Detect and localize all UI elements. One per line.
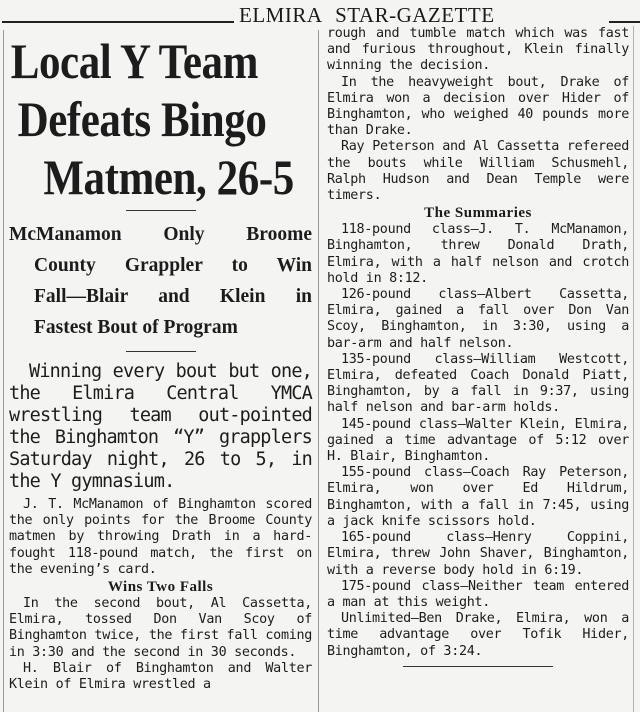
article-headline [9, 32, 312, 206]
summary-item: 175-pound class—Neither team entered a man at this weight. [327, 578, 629, 610]
body-paragraph: J. T. McManamon of Binghamton scored the only points for the Broome County matmen by throwing Drath in a hard-fought 118-pound match, the first on the evening’s card. [9, 497, 312, 577]
summary-item: 135-pound class—William Westcott, Elmira, defeated Coach Donald Piatt, Binghamton, by a fall in 9:37, using half nelson and bar-arm holds. [327, 351, 629, 416]
summary-item: Unlimited—Ben Drake, Elmira, won a time advantage over Tofik Hider, Binghamton, of 3:24. [327, 611, 629, 659]
article-column-left [9, 26, 312, 693]
article-subhead [9, 219, 312, 343]
subhead-rule [126, 351, 196, 352]
masthead [0, 0, 640, 26]
summary-item: 126-pound class—Albert Cassetta, Elmira, gained a fall over Don Van Scoy, Binghamton, in 3:30, using a bar-arm and half nelson. [327, 287, 629, 351]
body-paragraph: H. Blair of Binghamton and Walter Klein of Elmira wrestled a [9, 660, 312, 693]
subhead-line-2: County Grappler to Win [34, 255, 312, 276]
headline-line-3: Matmen, 26-5 [43, 149, 294, 205]
column-rule-right [633, 26, 634, 712]
lead-paragraph: Winning every bout but one, the Elmira Central YMCA wrestling team out-pointed the Binghamton “Y” grapplers Saturday night, 26 to 5, in the Y gymnasium. [9, 361, 312, 492]
continued-paragraph: rough and tumble match which was fast and furious throughout, Klein finally winning the decision. [327, 26, 629, 74]
headline-rule [126, 210, 196, 211]
section-heading-summaries: The Summaries [424, 205, 532, 222]
subhead-line-4: Fastest Bout of Program [34, 317, 238, 338]
subhead-line-3: Fall—Blair and Klein in [34, 286, 312, 307]
article-column-right [327, 26, 629, 667]
column-rule-left [3, 30, 4, 712]
summary-item: 118-pound class—J. T. McManamon, Binghamton, threw Donald Drath, Elmira, with a half nelson and crotch hold in 8:12. [327, 222, 629, 286]
subhead-line-1: McManamon Only Broome [9, 224, 312, 245]
summary-item: 165-pound class—Henry Coppini, Elmira, threw John Shaver, Binghamton, with a reverse body hold in 6:19. [327, 530, 629, 578]
masthead-rule-left [2, 21, 234, 23]
body-paragraph: Ray Peterson and Al Cassetta refereed the bouts while William Schusmehl, Ralph Hudson and Dean Temple were timers. [327, 139, 629, 204]
section-heading-wins-two-falls: Wins Two Falls [107, 579, 214, 596]
headline-line-2: Defeats Bingo [17, 91, 267, 147]
summary-item: 145-pound class—Walter Klein, Elmira, gained a time advantage of 5:12 over H. Blair, Binghamton. [327, 416, 629, 465]
article-end-rule [403, 666, 553, 667]
headline-line-1: Local Y Team [10, 33, 258, 89]
masthead-rule-right [609, 21, 640, 23]
summary-item: 155-pound class—Coach Ray Peterson, Elmira, won over Ed Hildrum, Binghamton, with a fall in 7:45, using a jack knife scissors hold. [327, 465, 629, 529]
body-paragraph: In the second bout, Al Cassetta, Elmira, tossed Don Van Scoy of Binghamton twice, the first fall coming in 3:30 and the second in 30 seconds. [9, 596, 312, 660]
newspaper-name: ELMIRA STAR-GAZETTE [239, 3, 495, 27]
body-paragraph: In the heavyweight bout, Drake of Elmira won a decision over Hider of Binghamton, who weighed 40 pounds more than Drake. [327, 74, 629, 139]
column-divider [318, 30, 319, 712]
